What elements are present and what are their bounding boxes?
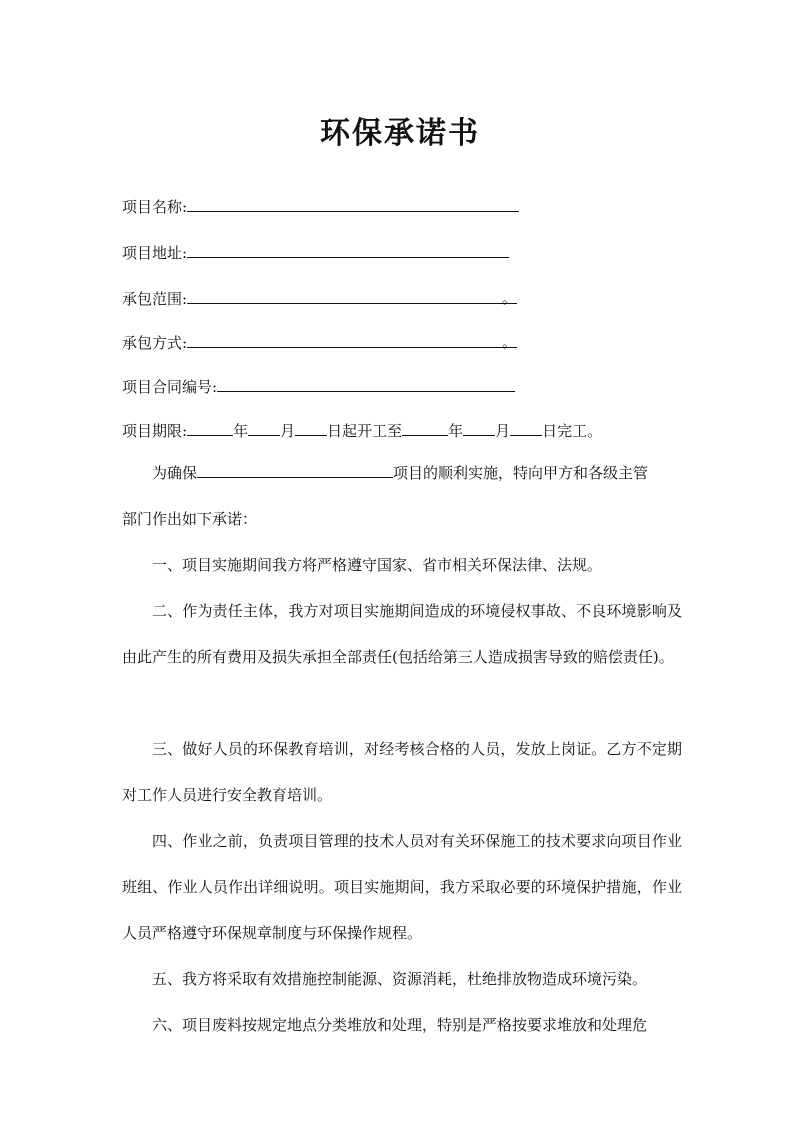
clause-1: 一、项目实施期间我方将严格遵守国家、省市相关环保法律、法规。 <box>152 556 603 574</box>
contract-method-label: 承包方式: <box>122 334 188 352</box>
end-year-blank[interactable] <box>402 420 448 436</box>
project-name-blank[interactable] <box>187 196 519 212</box>
contract-scope-end: 。 <box>502 289 518 307</box>
start-year-blank[interactable] <box>187 420 233 436</box>
start-day-label: 日起开工至 <box>327 422 403 440</box>
clause-2: 二、作为责任主体，我方对项目实施期间造成的环境侵权事故、不良环境影响及由此产生的所有费用及损失承担全部责任(包括给第三人造成损害导致的赔偿责任)。 <box>122 602 682 666</box>
project-period-row <box>122 420 602 441</box>
project-address-label: 项目地址: <box>122 244 188 262</box>
project-address-row <box>122 242 509 263</box>
project-period-label: 项目期限: <box>122 422 188 440</box>
clause-4: 四、作业之前，负责项目管理的技术人员对有关环保施工的技术要求向项目作业班组、作业人员作出详细说明。项目实施期间，我方采取必要的环境保护措施，作业人员严格遵守环保规章制度与环保操作规程。 <box>122 832 682 942</box>
contract-number-row <box>122 376 515 397</box>
contract-method-blank[interactable] <box>187 332 518 351</box>
document-title: 环保承诺书 <box>320 116 480 151</box>
project-name-label: 项目名称: <box>122 198 188 216</box>
intro-project-blank[interactable] <box>197 462 393 478</box>
contract-number-blank[interactable] <box>217 376 515 392</box>
end-month-blank[interactable] <box>463 420 495 436</box>
contract-method-end: 。 <box>502 333 518 351</box>
clause-5: 五、我方将采取有效措施控制能源、资源消耗，杜绝排放物造成环境污染。 <box>152 970 648 988</box>
intro-paragraph <box>122 450 682 496</box>
intro-suffix: 项目的顺利实施，特向甲方和各级主管 <box>393 464 649 482</box>
project-name-row <box>122 196 519 217</box>
end-day-label: 日完工。 <box>542 422 603 440</box>
end-month-label: 月 <box>495 422 511 440</box>
contract-scope-blank[interactable] <box>187 288 518 307</box>
start-day-blank[interactable] <box>295 420 327 436</box>
project-address-blank[interactable] <box>187 242 509 258</box>
end-year-label: 年 <box>448 422 464 440</box>
intro-paragraph-line2: 部门作出如下承诺： <box>122 510 258 528</box>
clause-6: 六、项目废料按规定地点分类堆放和处理，特别是严格按要求堆放和处理危 <box>152 1016 648 1034</box>
end-day-blank[interactable] <box>510 420 542 436</box>
contract-number-label: 项目合同编号: <box>122 378 218 396</box>
clause-3: 三、做好人员的环保教育培训，对经考核合格的人员，发放上岗证。乙方不定期对工作人员进行安全教育培训。 <box>122 740 682 804</box>
start-year-label: 年 <box>233 422 249 440</box>
start-month-label: 月 <box>280 422 296 440</box>
intro-prefix: 为确保 <box>152 464 198 482</box>
contract-method-row <box>122 332 517 353</box>
contract-scope-label: 承包范围: <box>122 290 188 308</box>
start-month-blank[interactable] <box>248 420 280 436</box>
contract-scope-row <box>122 288 517 309</box>
